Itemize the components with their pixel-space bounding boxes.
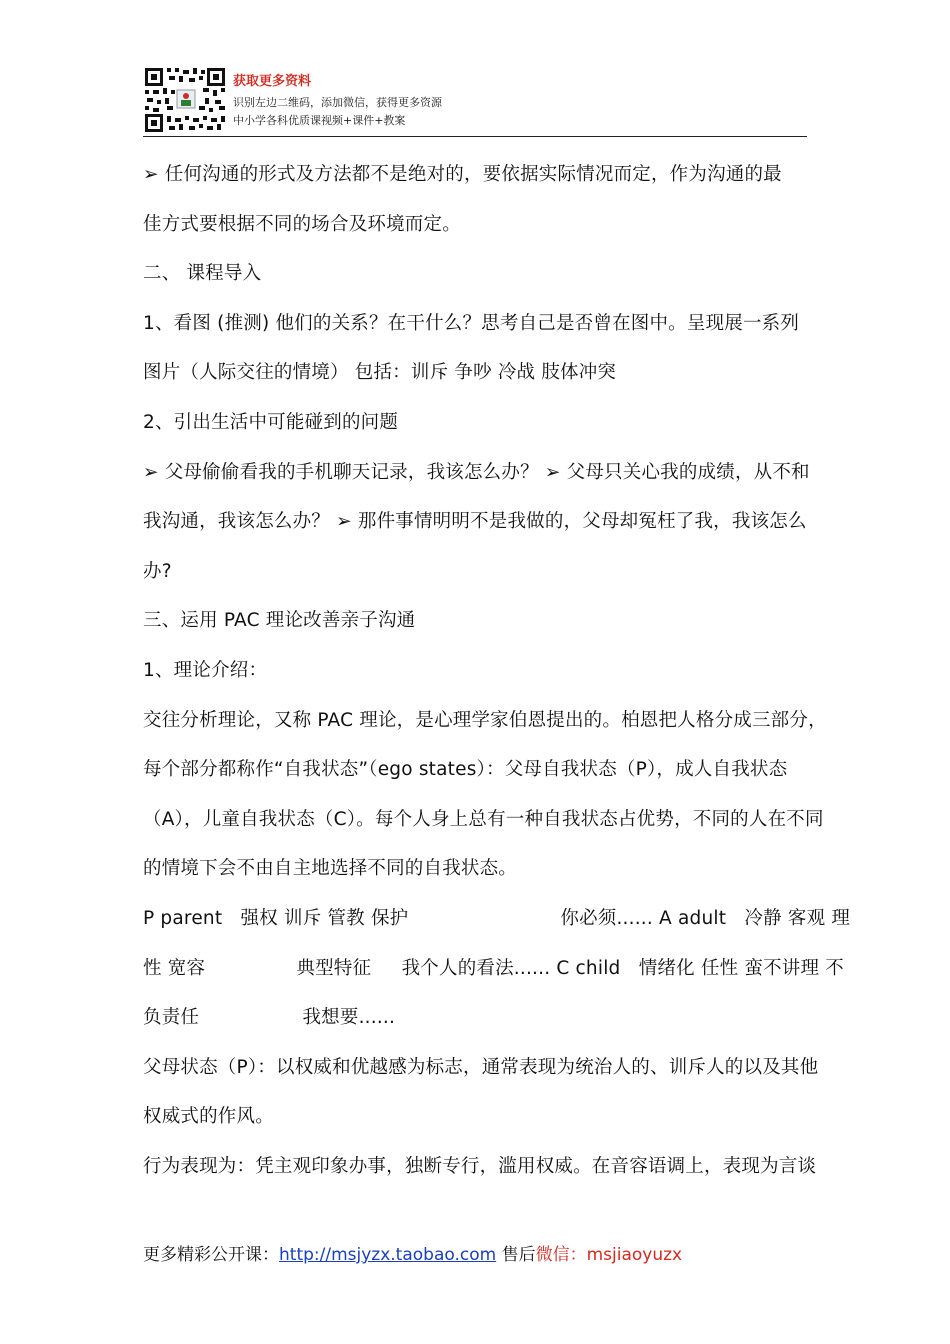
footer-link[interactable]: http://msjyzx.taobao.com [279,1245,497,1265]
paragraph-line: 我沟通，我该怎么办？ ➢ 那件事情明明不是我做的，父母却冤枉了我，我该怎么 [143,511,807,533]
section-heading: 二、 课程导入 [143,263,262,285]
document-body [143,150,851,1191]
qr-code-icon [143,66,227,134]
paragraph-line: 性 宽容 典型特征 我个人的看法...... C child 情绪化 任性 蛮不讲理 不 [143,957,844,979]
footer-wechat-label: 微信： [535,1245,587,1265]
footer-after: 售后 [496,1245,536,1265]
paragraph-line: （A），儿童自我状态（C）。每个人身上总有一种自我状态占优势，不同的人在不同 [143,808,824,830]
paragraph-line: 行为表现为：凭主观印象办事，独断专行，滥用权威。在音容语调上，表现为言谈 [143,1155,817,1177]
paragraph-line: 负责任 我想要...... [143,1007,396,1029]
brand-title: 获取更多资料 [233,74,312,89]
footer-wechat-id: msjiaoyuzx [586,1245,683,1265]
section-heading: 三、运用 PAC 理论改善亲子沟通 [143,610,416,632]
header-banner [143,64,807,136]
paragraph-line: 每个部分都称作“自我状态”（ego states）：父母自我状态（P），成人自我状态 [143,759,788,781]
paragraph-line: 2、引出生活中可能碰到的问题 [143,411,399,433]
paragraph-line: 权威式的作风。 [143,1106,274,1128]
paragraph-line: 图片（人际交往的情境） 包括：训斥 争吵 冷战 肢体冲突 [143,362,617,384]
paragraph-line: P parent 强权 训斥 管教 保护 你必须...... A adult 冷静 客观 理 [143,907,851,929]
paragraph-line: ➢ 任何沟通的形式及方法都不是绝对的，要依据实际情况而定，作为沟通的最 [143,164,782,185]
header-divider [143,136,807,137]
paragraph-line: 的情境下会不由自主地选择不同的自我状态。 [143,858,518,880]
paragraph-line: 交往分析理论，又称 PAC 理论，是心理学家伯恩提出的。柏恩把人格分成三部分， [143,709,827,731]
page-footer [143,1240,682,1265]
brand-tagline: 中小学各科优质课视频+课件+教案 [233,114,406,127]
footer-prefix: 更多精彩公开课： [143,1245,279,1265]
paragraph-line: 父母状态（P）：以权威和优越感为标志，通常表现为统治人的、训斥人的以及其他 [143,1056,819,1078]
paragraph-line: 佳方式要根据不同的场合及环境而定。 [143,213,461,235]
brand-subtitle: 识别左边二维码，添加微信，获得更多资源 [233,96,442,109]
paragraph-line: 办? [143,560,172,582]
paragraph-line: 1、看图 (推测) 他们的关系？在干什么？思考自己是否曾在图中。呈现展一系列 [143,312,800,334]
paragraph-line: ➢ 父母偷偷看我的手机聊天记录，我该怎么办？ ➢ 父母只关心我的成绩，从不和 [143,461,810,483]
paragraph-line: 1、理论介绍： [143,659,268,681]
